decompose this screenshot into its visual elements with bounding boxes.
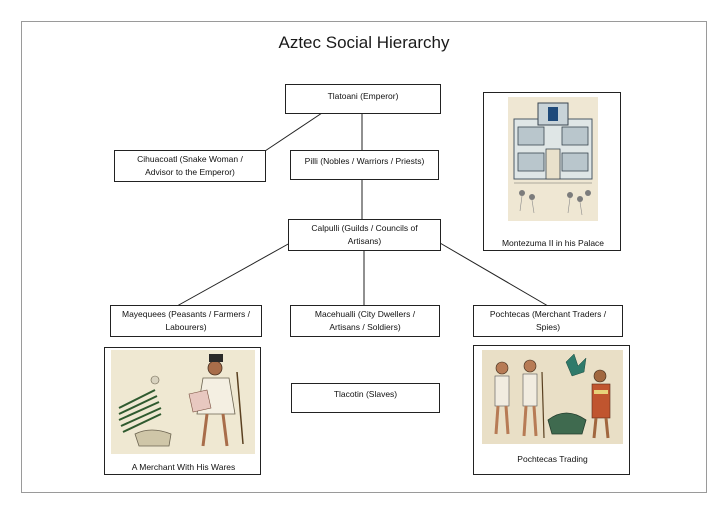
palace-illustration [508, 97, 598, 221]
palace-caption: Montezuma II in his Palace [501, 238, 605, 248]
merchant-caption: A Merchant With His Wares [131, 462, 236, 472]
node-tlatoani: Tlatoani (Emperor) [285, 84, 441, 114]
merchant-picture-frame [104, 347, 261, 475]
line-tlatoani-cihuacoatl [265, 113, 322, 151]
node-pochtecas: Pochtecas (Merchant Traders / Spies) [473, 305, 623, 337]
trading-caption: Pochtecas Trading [517, 454, 588, 464]
palace-drawing [508, 97, 598, 221]
node-calpulli: Calpulli (Guilds / Councils of Artisans) [288, 219, 441, 251]
node-mayequees: Mayequees (Peasants / Farmers / Labourers) [110, 305, 262, 337]
line-calpulli-pochtecas [440, 243, 548, 306]
merchant-illustration [111, 350, 255, 454]
trading-illustration [482, 350, 623, 444]
node-tlacotin: Tlacotin (Slaves) [291, 383, 440, 413]
node-pilli: Pilli (Nobles / Warriors / Priests) [290, 150, 439, 180]
trading-picture-frame [473, 345, 630, 475]
node-cihuacoatl: Cihuacoatl (Snake Woman / Advisor to the Emperor) [114, 150, 266, 182]
diagram-title: Aztec Social Hierarchy [278, 33, 450, 52]
trading-drawing [482, 350, 623, 444]
line-calpulli-mayequees [177, 243, 290, 306]
palace-picture-frame [483, 92, 621, 251]
merchant-drawing [111, 350, 255, 454]
node-macehualli: Macehualli (City Dwellers / Artisans / Soldiers) [290, 305, 440, 337]
